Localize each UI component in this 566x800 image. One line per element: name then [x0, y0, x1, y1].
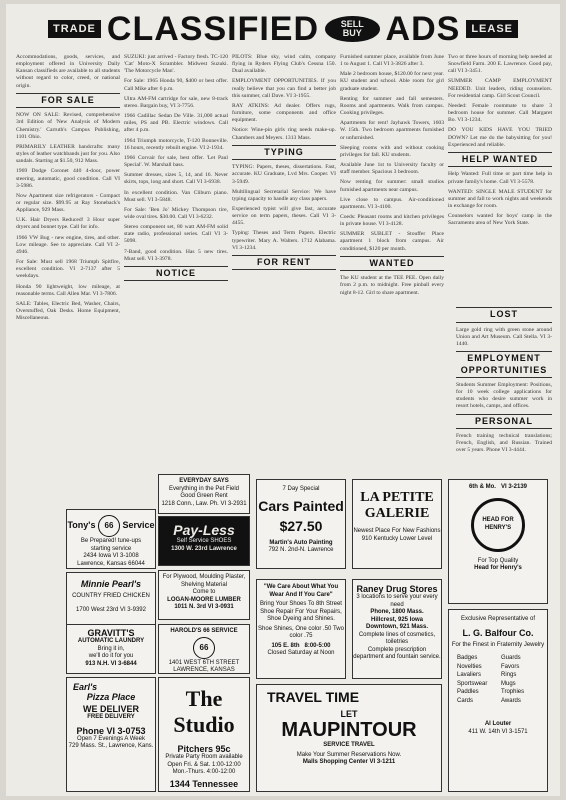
raney-line2: Phone, 1800 Mass.	[370, 609, 424, 615]
listing: EMPLOYMENT OPPORTUNITIES. If you really believe that you can find a better job this summer, call Dave. VI 3-1955.	[232, 78, 336, 99]
listing: For Sale: Must sell 1968 Triumph Spitfire, excellent condition. VI 2-7137 after 5 weekdays.	[16, 259, 120, 280]
listing: SUZUKI: just arrived - Factory fresh. TC-120 'Cat' Moto-X Scrambler. Midwest Suzuki. 'The Motorcycle Man'.	[124, 54, 228, 75]
ad-cars-painted	[256, 479, 346, 569]
listing: For Sale: 'Ben Jo' Mickey Thompson tire, wide oval tires. $30.00. Call VI 3-6232.	[124, 206, 228, 220]
listing: 1966 Corvair for sale, best offer. 'Let Paul Special'. W. Marshall bass.	[124, 154, 228, 169]
travel-svc: SERVICE TRAVEL	[323, 742, 375, 748]
banner-sell-buy: SELL BUY	[325, 16, 380, 42]
ad-henrys	[448, 479, 548, 604]
listing: Two or three hours of morning help needed at Snowfield Farm. 200 E. Lawrence. Good pay, call VI 3-3451.	[448, 54, 552, 75]
listing: SUMMER SUBLET - Stouffer Place apartment 1 block from campus. Air conditioned, $120 per month.	[340, 231, 444, 252]
travel-line3: Malls Shopping Center VI 3-1211	[302, 759, 396, 765]
harolds-name: HAROLD'S 66 SERVICE	[170, 628, 238, 634]
listing: 7-Band, good condition. Has 5 new tires. Must sell. VI 3-3978.	[124, 248, 228, 262]
listing: Live close to campus. Air-conditioned apartments. VI 3-4100.	[340, 196, 444, 210]
shoes-line1: "We Care About What You Wear And If You Care"	[263, 584, 339, 598]
earls-address: 729 Mass. St., Lawrence, Kans.	[68, 743, 154, 749]
gravitts-name: GRAVITT'S	[87, 628, 135, 638]
shoes-closed: Closed Saturday at Noon	[267, 650, 335, 656]
gravitts-address: 913 N.H. VI 3-6844	[85, 660, 137, 667]
section-help-wanted: HELP WANTED	[448, 152, 552, 168]
listing: For Sale: 1965 Honda 90, $400 or best offer. Call Mike after 6 p.m.	[124, 78, 228, 92]
travel-name: MAUPINTOUR	[281, 719, 417, 741]
listing: 1966 VW Bug - new engine, tires, and other. Low mileage. See to appreciate. Call VI 2-4946.	[16, 234, 120, 255]
section-typing: TYPING	[232, 145, 336, 161]
intro-notice: Accommodations, goods, services, and employment offered in University Daily Kansan classifieds are available to all students without regard to color, creed, or national origin.	[16, 54, 120, 89]
ad-gravitts	[66, 624, 156, 674]
tonys-address: 2434 Iowa VI 3-1008	[83, 553, 139, 559]
balfour-item: Paddles	[457, 689, 479, 695]
balfour-item: Mugs	[501, 680, 516, 687]
listing: The KU student at the TEE PEE. Open daily from 2 p.m. to midnight. Free pinball every night 8-12. Girl to share apartment.	[340, 275, 444, 296]
column-1	[16, 54, 120, 372]
listing: NOW ON SALE: Revised, comprehensive 3rd Edition of 'New Analysis of Modern Chemistry.' Carruth's Campus Publishing, 1101 Ohio.	[16, 112, 120, 140]
listing: Now renting for summer: small studios furnished apartments near campus.	[340, 179, 444, 193]
listing: Furnished summer place, available from June 1 to August 1. Call VI 3-3826 after 3.	[340, 54, 444, 68]
balfour-item: Rings	[501, 672, 517, 678]
listing: Coeds: Pleasant rooms and kitchen privileges in private house. VI 3-4128.	[340, 213, 444, 228]
banner-trade: TRADE	[48, 20, 101, 38]
balfour-title: Exclusive Representative of	[460, 616, 536, 622]
balfour-item: Cards	[457, 697, 474, 704]
balfour-items	[449, 649, 547, 711]
employment-listing: Students Summer Employment: Positions, for 10 week college applications for students who desire summer work in resort hotels, camps, and offices.	[456, 382, 552, 410]
earls-line2: FREE DELIVERY	[87, 714, 135, 720]
raney-line1: 3 locations to serve your every need	[356, 594, 438, 608]
studio-name: The Studio	[173, 686, 235, 737]
listing: In excellent condition. Van Cliburn piano. Must sell. VI 3-5848.	[124, 189, 228, 203]
ad-the-studio	[158, 677, 250, 792]
balfour-name: L. G. Balfour Co.	[462, 627, 534, 638]
gravitts-line1: Bring it in,	[97, 645, 125, 652]
payless-sub: Self Service SHOES	[176, 538, 232, 544]
ad-maupintour	[256, 684, 442, 792]
shoes-hours: 8:00-5:00	[304, 642, 331, 649]
balfour-item: Trophies	[501, 689, 525, 695]
ad-balfour	[448, 609, 548, 792]
listing: Male 2 bedroom house, $120.00 for next year. KU student and school. Able room for girl graduate student.	[340, 71, 444, 92]
ad-harolds-service	[158, 624, 250, 674]
raney-name: Raney Drug Stores	[356, 584, 438, 594]
shoes-line2: Bring Your Shoes To 8th Street Shoe Repair For Your Repairs, Shoe Dyeing and Shines.	[260, 601, 342, 622]
listing: Now Apartment size refrigerators - Compact or regular size. $99.95 at Ray Stoneback's Appliance, 929 Mass.	[16, 192, 120, 214]
shoes-address: 105 E. 8th	[271, 642, 300, 649]
ad-earls-pizza	[66, 677, 156, 792]
henrys-line1: 6th & Mo.	[468, 484, 496, 490]
listing: 1969 Dodge Coronet 440 4-door, power steering, automatic, good condition. Call VI 3-5986.	[16, 168, 120, 189]
galerie-sub: Newest Place For New Fashions	[353, 528, 441, 534]
lost-listing: Large gold ring with green stone around Union and Art Museum. Call Stella. VI 3-1440.	[456, 326, 552, 347]
listing: WANTED: SINGLE MALE STUDENT for summer and fall to work nights and weekends in exchange for room.	[448, 188, 552, 210]
banner-ads: ADS	[385, 10, 461, 48]
balfour-item: Favors	[501, 663, 520, 670]
listing: DO YOU KIDS HAVE YOU TRIED DOWN? Let me do the babysitting for you! Experienced and reliable.	[448, 127, 552, 148]
everyday-address: 1218 Conn., Law. Ph. VI 3-2931	[161, 500, 247, 507]
tonys-name: Tony's 66 Service	[67, 514, 155, 538]
raney-line3: Hillcrest, 925 Iowa	[370, 616, 424, 623]
harolds-address: 1401 WEST 6TH STREET	[168, 659, 240, 666]
section-for-sale: FOR SALE	[16, 93, 120, 109]
plywood-name: LOGAN-MOORE LUMBER	[167, 596, 241, 603]
ad-raney-drug	[352, 579, 442, 679]
listing: Notice: Wine-pin girls ring needs make-up. Chambers and Meyers. 1313 Mass.	[232, 127, 336, 141]
ad-tonys-service	[66, 509, 156, 569]
cars-address: 792 N. 2nd-N. Lawrence	[268, 547, 334, 553]
balfour-item: Sportswear	[457, 680, 488, 687]
cars-price: $27.50	[279, 517, 323, 534]
listing: SUMMER CAMP EMPLOYMENT NEEDED. Unit leaders, riding counselors. For residential camp. Girl Scout Council.	[448, 78, 552, 99]
cars-name: Martin's Auto Painting	[269, 539, 333, 546]
listing: Sleeping rooms with and without cooking privileges for fall. KU students.	[340, 144, 444, 158]
plywood-address: 1011 N. 3rd VI 3-0931	[174, 604, 234, 610]
section-lost: LOST	[456, 307, 552, 323]
ad-shoe-repair	[256, 579, 346, 679]
earls-phone: Phone VI 3-0753	[76, 725, 146, 736]
column-4	[340, 54, 444, 372]
raney-line5: Complete lines of cosmetics, toiletries	[358, 631, 436, 645]
travel-let: LET	[340, 709, 358, 719]
ad-payless-shoes	[158, 516, 250, 566]
personal-listing: French training technical translations; French, English, and Russian. Trained over 5 years. Phone VI 3-4444.	[456, 433, 552, 454]
studio-line3: Open Fri. & Sat. 1:00-12:00	[167, 761, 241, 768]
gravitts-line2: we'll do it for you	[88, 653, 134, 659]
balfour-agent: Al Louter	[484, 721, 512, 727]
listing: SALE: Tables, Electric Bed, Washer, Chairs, Overstuffed, Oak Desks. Home Equipment, Miscellaneous.	[16, 300, 120, 322]
listing: 1964 Triumph motorcycle, T-120 Bonneville. 16 hours, recently rebuilt engine. VI 2-1934.	[124, 137, 228, 151]
galerie-name: LA PETITE GALERIE	[360, 490, 434, 521]
kitchen-address: 1700 West 23rd VI 3-9392	[76, 606, 146, 613]
section-employment: EMPLOYMENT OPPORTUNITIES	[456, 351, 552, 378]
tonys-city: Lawrence, Kansas 66044	[77, 560, 145, 567]
phillips-66-icon: 66	[98, 515, 120, 537]
everyday-line1: Everything in the Pet Field	[168, 485, 240, 492]
listing: Needed: Female roommate to share 3 bedroom house for summer. Call Margaret Bo. VI 3-1234.	[448, 102, 552, 124]
listing: Help Wanted: Full time or part time help in private family's home. Call VI 3-5578.	[448, 171, 552, 185]
studio-line4: Mon.-Thurs. 4:00-12:00	[172, 769, 236, 775]
balfour-sub: For the Finest in Fraternity Jewelry	[451, 641, 545, 648]
henrys-line2: VI 3-2139	[500, 484, 528, 490]
tonys-line1: Be Prepared! tune-ups	[80, 538, 142, 544]
studio-line1: Pitchers 95c	[177, 744, 231, 754]
henrys-name: HEAD FOR HENRY'S	[482, 517, 514, 531]
shoes-line3: Shoe Shines, One color .50 Two color .75	[258, 625, 344, 639]
listing: Typing: Theses and Term Papers. Electric typewriter. Mary A. Walters. 1712 Alabama. VI 3-1234.	[232, 230, 336, 251]
earls-line1: WE DELIVER	[82, 704, 139, 714]
plywood-line2: Come to	[192, 589, 216, 595]
earls-sub: Pizza Place	[86, 692, 136, 702]
everyday-line2: Good Green Rent	[180, 493, 228, 499]
column-2	[124, 54, 228, 372]
ad-everyday	[158, 474, 250, 514]
section-wanted: WANTED	[340, 256, 444, 272]
balfour-item: Badges	[457, 655, 478, 661]
travel-line1: TRAVEL TIME	[267, 689, 360, 705]
payless-name: Pay-Less	[173, 522, 235, 538]
phillips-66-icon: 66	[193, 637, 215, 659]
gravitts-sub: AUTOMATIC LAUNDRY	[77, 638, 145, 644]
banner-lease: LEASE	[466, 20, 518, 38]
classified-banner	[48, 10, 518, 48]
listing: PILOTS: Blue sky, wind calm, company flying in Ryders Flying Club's Cessna 150. Dual available.	[232, 54, 336, 75]
column-3	[232, 54, 336, 372]
kitchen-name: Minnie Pearl's	[80, 579, 142, 589]
ad-plywood	[158, 570, 250, 620]
cars-line2: Cars Painted	[258, 497, 344, 514]
listing: RAY ATKINS: Ad dealer. Offers rugs, furniture, some components and office equipment.	[232, 102, 336, 124]
studio-address: 1344 Tennessee	[169, 778, 239, 789]
henrys-logo	[471, 498, 525, 552]
balfour-address: 411 W. 14th VI 3-1571	[468, 728, 528, 735]
banner-title: CLASSIFIED	[106, 10, 320, 48]
raney-line4: Downtown, 921 Mass.	[365, 624, 428, 630]
balfour-item: Awards	[501, 697, 521, 704]
earls-hours: Open 7 Evenings A Week	[77, 735, 145, 742]
listing: Summer dresses, sizes 5, 14, and 16. Never skirts, tops, long and short. Call VI 3-6938.	[124, 172, 228, 186]
listing: Ultra AM-FM cartridge for sale, new 8-track stereo. Bargain buy, VI 3-7756.	[124, 95, 228, 109]
listing: PRIMARILY LEATHER handcrafts: many styles of leather watchbands just for you. Also sandals. Starting at $1.50, 912 Mass.	[16, 143, 120, 165]
right-lower-text	[456, 304, 552, 474]
balfour-item: Lavaliers	[457, 672, 482, 678]
listing: Honda 90 lightweight, low mileage, at reasonable terms. Call Allen Mar. VI 3-7806.	[16, 283, 120, 297]
henrys-line4: Head for Henry's	[474, 565, 522, 571]
ad-la-petite-galerie	[352, 479, 442, 569]
listing: Stereo component set, 80 watt AM-FM solid state radio, professional series. Call VI 3-5098.	[124, 224, 228, 245]
listing: TYPING: Papers, theses, dissertations. Fast, accurate. KU Graduate, Lvd Mrs. Cooper. VI 3-5949.	[232, 164, 336, 185]
listing: U.K. Hair Dryers Reduced! 3 Hour super dryers and bonnet type. Call for info.	[16, 217, 120, 231]
kitchen-sub: COUNTRY FRIED CHICKEN	[72, 593, 150, 599]
payless-address: 1300 W. 23rd Lawrence	[171, 545, 237, 552]
studio-line2: Private Party Room available	[165, 754, 243, 760]
galerie-address: 910 Kentucky Lower Level	[361, 535, 433, 542]
section-for-rent: FOR RENT	[232, 255, 336, 271]
travel-line2: Make Your Summer Reservations Now.	[296, 751, 402, 758]
listing: Available June 1st to University faculty or staff member. Spacious 3 bedroom.	[340, 162, 444, 176]
section-notice: NOTICE	[124, 266, 228, 282]
plywood-line1: For Plywood, Moulding Plaster, Shelving Material	[162, 574, 246, 588]
listing: Renting for summer and fall semesters. Rooms and apartments. Walk from campus. Cooking privileges.	[340, 95, 444, 117]
section-personal: PERSONAL	[456, 414, 552, 430]
balfour-item: Guards	[501, 655, 521, 661]
henrys-line3: For Top Quality	[477, 557, 519, 564]
listing: Experienced typist will give fast, accurate service on term papers, theses. Call VI 3-4455.	[232, 206, 336, 227]
listing: 1966 Cadillac Sedan De Ville. 31,000 actual miles, PS and PB. Electric windows. Call after 4 p.m.	[124, 113, 228, 134]
harolds-city: LAWRENCE, KANSAS	[173, 667, 235, 673]
ad-kitchen	[66, 572, 156, 630]
balfour-item: Novelties	[457, 663, 482, 670]
raney-line6: Complete prescription department and fountain service.	[353, 646, 441, 660]
classified-page	[6, 4, 560, 796]
everyday-title: EVERYDAY SAYS	[179, 478, 229, 484]
tonys-line2: starting service	[90, 545, 132, 552]
cars-line1: 7 Day Special	[282, 486, 320, 492]
listing: Apartments for rent! Jayhawk Towers, 1603 W. 15th. Two bedroom apartments furnished or unfurnished.	[340, 120, 444, 141]
earls-name: Earl's	[73, 682, 98, 692]
listing: Multilingual Secretarial Service: We have typing capacity to handle any class papers.	[232, 188, 336, 202]
listing: Counselors wanted for boys' camp in the Sacramento area of New York State.	[448, 213, 552, 227]
